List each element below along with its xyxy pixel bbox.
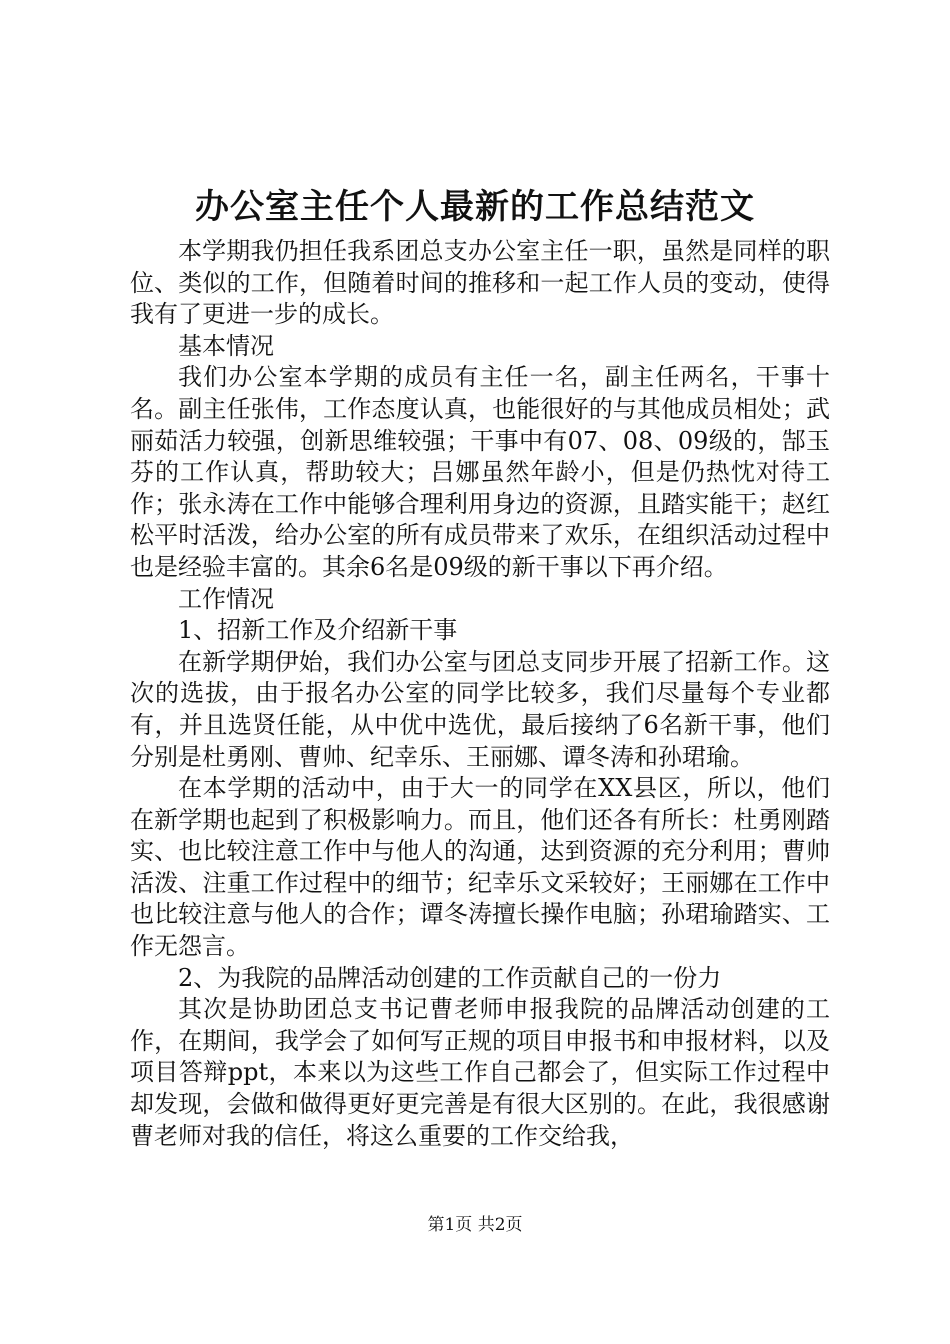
section-heading-work: 工作情况 (178, 584, 274, 613)
document-title: 办公室主任个人最新的工作总结范文 (195, 187, 755, 227)
page-number: 第1页 共2页 (427, 1215, 523, 1235)
paragraph-brand: 其次是协助团总支书记曹老师申报我院的品牌活动创建的工作，在期间，我学会了如何写正规的项目申报书和申报材料，以及项目答辩ppt，本来以为这些工作自己都会了，但实际工作过程中却发现，会做和做得更好更完善是有很大区别的。在此，我很感谢曹老师对我的信任，将这么重要的工作交给我， (130, 995, 830, 1150)
section-heading-basic: 基本情况 (178, 331, 274, 360)
subsection-heading-recruit: 1、招新工作及介绍新干事 (178, 616, 458, 645)
document-body (130, 236, 830, 1152)
paragraph-recruit: 在新学期伊始，我们办公室与团总支同步开展了招新工作。这次的选拔，由于报名办公室的同学比较多，我们尽量每个专业都有，并且选贤任能，从中优中选优，最后接纳了6名新干事，他们分别是杜勇刚、曹帅、纪幸乐、王丽娜、谭冬涛和孙珺瑜。 (130, 647, 830, 771)
subsection-heading-brand: 2、为我院的品牌活动创建的工作贡献自己的一份力 (178, 963, 722, 992)
paragraph-members: 我们办公室本学期的成员有主任一名，副主任两名，干事十名。副主任张伟，工作态度认真，也能很好的与其他成员相处；武丽茹活力较强，创新思维较强；干事中有07、08、09级的，郜玉芬的工作认真，帮助较大；吕娜虽然年龄小，但是仍热忱对待工作；张永涛在工作中能够合理利用身边的资源，且踏实能干；赵红松平时活泼，给办公室的所有成员带来了欢乐，在组织活动过程中也是经验丰富的。其余6名是09级的新干事以下再介绍。 (130, 363, 830, 581)
paragraph-intro: 本学期我仍担任我系团总支办公室主任一职，虽然是同样的职位、类似的工作，但随着时间的推移和一起工作人员的变动，使得我有了更进一步的成长。 (130, 237, 830, 329)
paragraph-new-members: 在本学期的活动中，由于大一的同学在XX县区，所以，他们在新学期也起到了积极影响力。而且，他们还各有所长：杜勇刚踏实、也比较注意工作中与他人的沟通，达到资源的充分利用；曹帅活泼、注重工作过程中的细节；纪幸乐文采较好；王丽娜在工作中也比较注意与他人的合作；谭冬涛擅长操作电脑；孙珺瑜踏实、工作无怨言。 (130, 774, 830, 961)
